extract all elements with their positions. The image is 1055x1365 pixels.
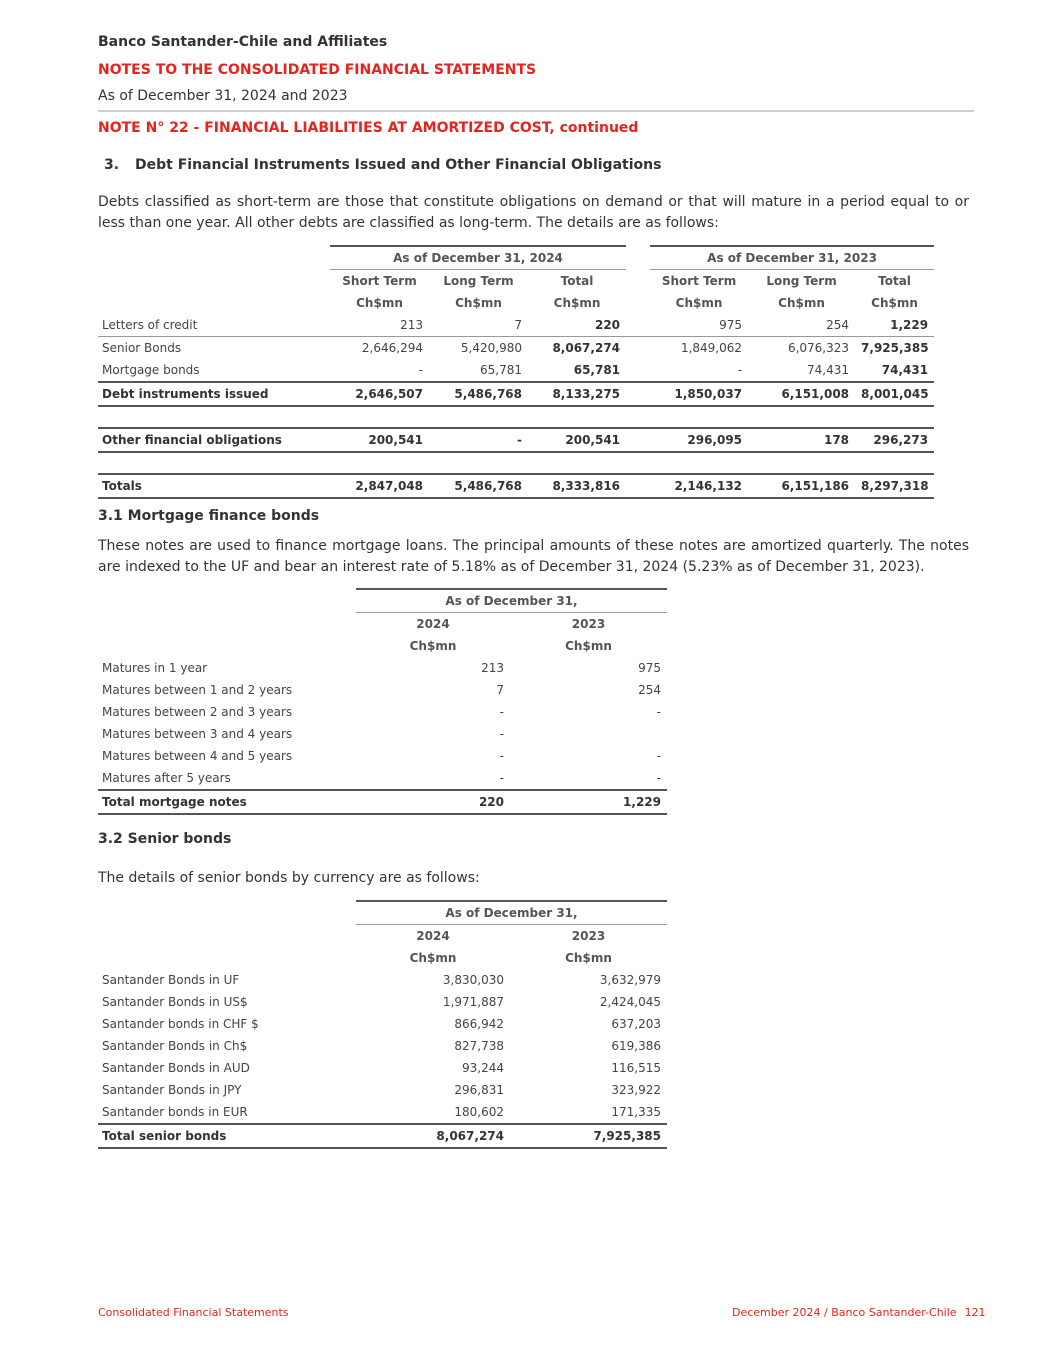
unit-label: Ch$mn: [778, 296, 825, 310]
section-3-2-heading: 3.2 Senior bonds: [98, 831, 232, 847]
unit-label: Ch$mn: [675, 296, 723, 310]
section-3-title: Debt Financial Instruments Issued and Other Financial Obligations: [135, 157, 662, 173]
col-year-2024: 2024: [416, 617, 450, 631]
footer-document-title: Consolidated Financial Statements: [98, 1306, 289, 1319]
table-row: Santander Bonds in AUD 93,244 116,515: [102, 1061, 661, 1075]
unit-label: Ch$mn: [455, 296, 502, 310]
unit-label: Ch$mn: [409, 639, 457, 653]
table-row: Matures between 2 and 3 years - -: [102, 705, 661, 719]
table-row: Santander bonds in CHF $ 866,942 637,203: [102, 1017, 661, 1031]
table-row: Matures between 3 and 4 years -: [102, 727, 504, 741]
col-year-2023: 2023: [571, 929, 606, 943]
table-spacer-row: [98, 452, 934, 474]
section-3-1-paragraph: These notes are used to finance mortgage loans. The principal amounts of these notes are amortized quarterly. The notes are indexed to the UF and bear an interest rate of 5.18% as of December 31, 2024 (5.23% as of December 31, 2023).: [98, 538, 969, 575]
header-divider: [98, 110, 974, 112]
note-title: NOTE N° 22 - FINANCIAL LIABILITIES AT AMORTIZED COST, continued: [98, 120, 639, 136]
table-row: Santander bonds in EUR 180,602 171,335: [98, 1101, 667, 1124]
table-row: Matures between 4 and 5 years - -: [102, 749, 661, 763]
senior-bonds-table: [98, 900, 667, 1149]
group-2023-header: As of December 31, 2023: [650, 246, 934, 270]
notes-title: NOTES TO THE CONSOLIDATED FINANCIAL STATEMENTS: [98, 62, 537, 78]
section-3-1-heading: 3.1 Mortgage finance bonds: [98, 508, 320, 524]
col-total-2023: Total: [878, 274, 911, 288]
unit-label: Ch$mn: [565, 639, 612, 653]
table-row-total: Totals 2,847,048 5,486,768 8,333,816 2,146,132 6,151,186 8,297,318: [98, 474, 934, 498]
period-subtitle: As of December 31, 2024 and 2023: [98, 88, 348, 104]
table-row: Matures in 1 year 213 975: [102, 661, 661, 675]
unit-label: Ch$mn: [356, 296, 403, 310]
table-row-subtotal: Other financial obligations 200,541 - 200,541 296,095 178 296,273: [98, 428, 934, 452]
table-group-header: [98, 246, 934, 270]
table-row: Senior Bonds 2,646,294 5,420,980 8,067,274 1,849,062 6,076,323 7,925,385: [102, 341, 929, 355]
group-header: As of December 31,: [356, 901, 667, 925]
table-unit-header: [98, 292, 934, 314]
section-3-heading: [104, 157, 661, 173]
table-row: Mortgage bonds - 65,781 65,781 - 74,431 74,431: [98, 359, 934, 382]
table-row: Matures between 1 and 2 years 7 254: [102, 683, 661, 697]
section-3-paragraph: Debts classified as short-term are those that constitute obligations on demand or that will mature in a period equal to or less than one year. All other debts are classified as long-term. The details are as follows:: [98, 194, 969, 231]
footer-report-name: December 2024 / Banco Santander-Chile: [732, 1306, 957, 1319]
group-2024-header: As of December 31, 2024: [330, 246, 626, 270]
table-row: Santander Bonds in JPY 296,831 323,922: [102, 1083, 661, 1097]
group-header: As of December 31,: [356, 589, 667, 613]
table-row-total: Total mortgage notes 220 1,229: [98, 790, 667, 814]
table-row: Santander Bonds in US$ 1,971,887 2,424,045: [102, 995, 661, 1009]
table-row: Matures after 5 years - -: [98, 767, 667, 790]
col-short-term-2023: Short Term: [661, 274, 737, 288]
col-year-2023: 2023: [571, 617, 606, 631]
section-3-number: 3.: [104, 157, 120, 173]
mortgage-maturity-table: [98, 588, 667, 815]
table-row-subtotal: Debt instruments issued 2,646,507 5,486,768 8,133,275 1,850,037 6,151,008 8,001,045: [98, 382, 934, 406]
col-long-term-2023: Long Term: [766, 274, 837, 288]
page-number: 121: [964, 1306, 986, 1319]
debt-instruments-table: [98, 245, 934, 499]
unit-label: Ch$mn: [409, 951, 457, 965]
unit-label: Ch$mn: [565, 951, 612, 965]
section-3-2-paragraph: The details of senior bonds by currency are as follows:: [98, 870, 480, 886]
company-name: Banco Santander-Chile and Affiliates: [98, 34, 388, 50]
table-row-total: Total senior bonds 8,067,274 7,925,385: [98, 1124, 667, 1148]
table-row: Santander Bonds in Ch$ 827,738 619,386: [102, 1039, 661, 1053]
col-short-term-2024: Short Term: [342, 274, 417, 288]
unit-label: Ch$mn: [553, 296, 601, 310]
unit-label: Ch$mn: [871, 296, 918, 310]
table-column-header: [98, 270, 934, 293]
col-total-2024: Total: [560, 274, 594, 288]
col-long-term-2024: Long Term: [443, 274, 514, 288]
table-spacer-row: [98, 406, 934, 428]
footer-right: [732, 1306, 986, 1319]
col-year-2024: 2024: [416, 929, 450, 943]
table-row: Santander Bonds in UF 3,830,030 3,632,979: [102, 973, 661, 987]
table-row: Letters of credit 213 7 220 975 254 1,229: [98, 314, 934, 337]
